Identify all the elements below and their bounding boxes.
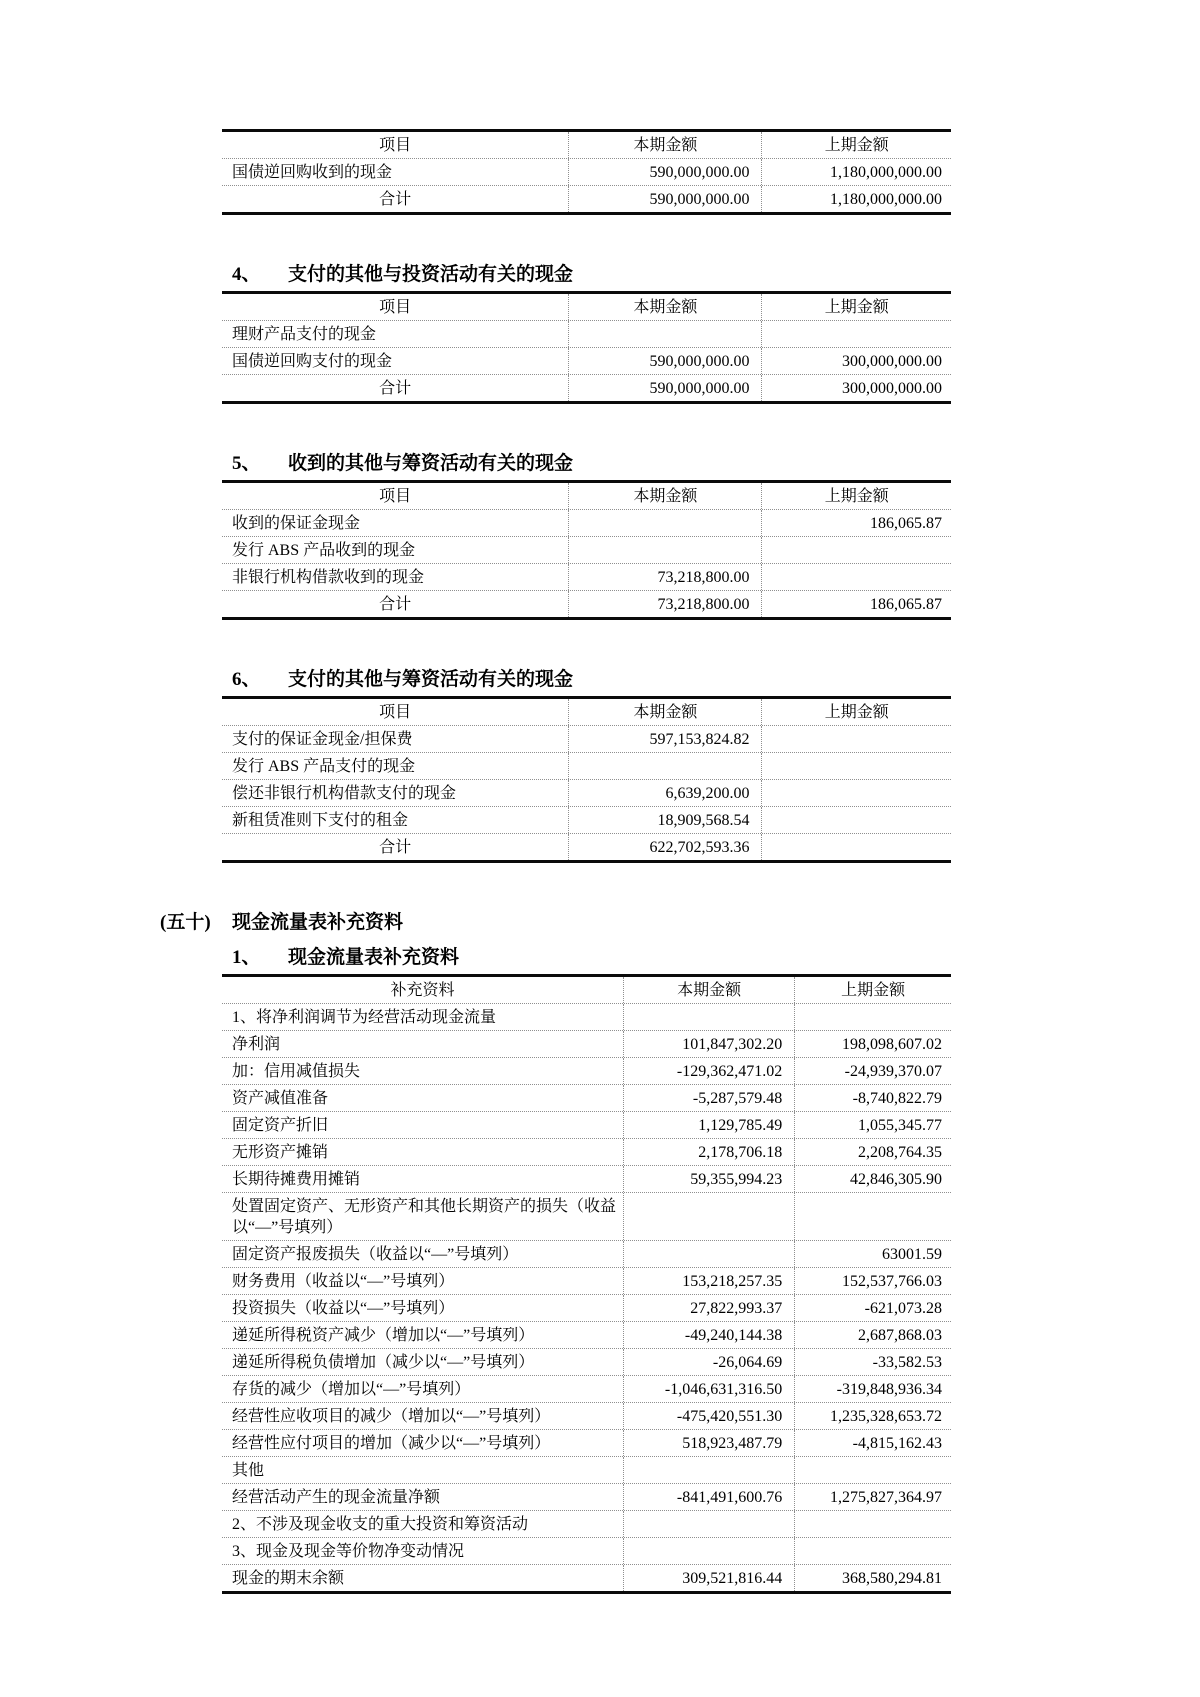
amount-current: -49,240,144.38 bbox=[623, 1322, 794, 1348]
amount-prior: 42,846,305.90 bbox=[794, 1166, 951, 1192]
amount-current: 590,000,000.00 bbox=[568, 159, 761, 185]
amount-prior: -24,939,370.07 bbox=[794, 1058, 951, 1084]
row-label: 新租赁准则下支付的租金 bbox=[232, 811, 409, 829]
amount-current: -841,491,600.76 bbox=[623, 1484, 794, 1510]
financial-table bbox=[222, 129, 951, 215]
heading-number: 1、 bbox=[232, 947, 261, 968]
table-header-row bbox=[222, 699, 951, 725]
amount-current: 73,218,800.00 bbox=[568, 591, 761, 617]
amount-prior bbox=[794, 1193, 951, 1240]
column-header: 项目 bbox=[379, 487, 412, 505]
row-label: 国债逆回购支付的现金 bbox=[232, 352, 393, 370]
amount-current: 518,923,487.79 bbox=[623, 1430, 794, 1456]
column-header: 本期金额 bbox=[568, 132, 761, 158]
amount-current: -1,046,631,316.50 bbox=[623, 1376, 794, 1402]
heading-number: 6、 bbox=[232, 669, 261, 690]
amount-current: 73,218,800.00 bbox=[568, 564, 761, 590]
amount-prior: 1,180,000,000.00 bbox=[761, 186, 951, 212]
amount-prior bbox=[794, 1511, 951, 1537]
row-label: 合计 bbox=[379, 595, 412, 613]
table-row bbox=[222, 1084, 951, 1111]
amount-current: 101,847,302.20 bbox=[623, 1031, 794, 1057]
amount-current bbox=[568, 537, 761, 563]
amount-prior bbox=[794, 1538, 951, 1564]
heading-text: 现金流量表补充资料 bbox=[232, 912, 404, 933]
table-row bbox=[222, 1057, 951, 1084]
row-label: 固定资产报废损失（收益以“—”号填列） bbox=[232, 1245, 519, 1263]
row-label: 合计 bbox=[379, 838, 412, 856]
amount-current: 6,639,200.00 bbox=[568, 780, 761, 806]
row-label: 长期待摊费用摊销 bbox=[232, 1170, 361, 1188]
amount-prior: 2,687,868.03 bbox=[794, 1322, 951, 1348]
amount-prior: 198,098,607.02 bbox=[794, 1031, 951, 1057]
column-header: 项目 bbox=[379, 136, 412, 154]
table-header-row bbox=[222, 132, 951, 158]
column-header: 项目 bbox=[379, 298, 412, 316]
table-row bbox=[222, 347, 951, 374]
amount-current: -129,362,471.02 bbox=[623, 1058, 794, 1084]
table-row bbox=[222, 752, 951, 779]
row-label: 经营性应付项目的增加（减少以“—”号填列） bbox=[232, 1434, 551, 1452]
table-row bbox=[222, 1192, 951, 1240]
row-label: 无形资产摊销 bbox=[232, 1143, 329, 1161]
row-label: 发行 ABS 产品收到的现金 bbox=[232, 541, 416, 559]
amount-current: 18,909,568.54 bbox=[568, 807, 761, 833]
column-header: 本期金额 bbox=[568, 483, 761, 509]
table-row bbox=[222, 158, 951, 185]
table-row bbox=[222, 1564, 951, 1591]
amount-prior: 186,065.87 bbox=[761, 510, 951, 536]
table-row bbox=[222, 536, 951, 563]
column-header: 上期金额 bbox=[761, 699, 951, 725]
row-label: 递延所得税资产减少（增加以“—”号填列） bbox=[232, 1326, 535, 1344]
amount-prior: -621,073.28 bbox=[794, 1295, 951, 1321]
row-label: 发行 ABS 产品支付的现金 bbox=[232, 757, 416, 775]
amount-current bbox=[623, 1193, 794, 1240]
amount-current bbox=[623, 1004, 794, 1030]
table-row bbox=[222, 1030, 951, 1057]
amount-current: 2,178,706.18 bbox=[623, 1139, 794, 1165]
amount-current: -475,420,551.30 bbox=[623, 1403, 794, 1429]
table-row bbox=[222, 590, 951, 617]
table-row bbox=[222, 725, 951, 752]
section-heading bbox=[232, 668, 1200, 691]
amount-current bbox=[623, 1241, 794, 1267]
column-header: 本期金额 bbox=[623, 977, 794, 1003]
row-label: 存货的减少（增加以“—”号填列） bbox=[232, 1380, 471, 1398]
row-label: 2、不涉及现金收支的重大投资和筹资活动 bbox=[232, 1515, 529, 1533]
amount-current: 153,218,257.35 bbox=[623, 1268, 794, 1294]
row-label: 合计 bbox=[379, 190, 412, 208]
amount-current: 27,822,993.37 bbox=[623, 1295, 794, 1321]
financial-table bbox=[222, 480, 951, 620]
row-label: 非银行机构借款收到的现金 bbox=[232, 568, 425, 586]
amount-current bbox=[623, 1457, 794, 1483]
table-row bbox=[222, 1537, 951, 1564]
amount-prior: 368,580,294.81 bbox=[794, 1565, 951, 1591]
heading-number: (五十) bbox=[160, 912, 211, 933]
table-row bbox=[222, 1456, 951, 1483]
amount-prior bbox=[794, 1457, 951, 1483]
amount-current bbox=[568, 321, 761, 347]
row-label: 财务费用（收益以“—”号填列） bbox=[232, 1272, 455, 1290]
amount-prior: 1,180,000,000.00 bbox=[761, 159, 951, 185]
table-row bbox=[222, 1429, 951, 1456]
financial-table bbox=[222, 974, 951, 1594]
row-label: 递延所得税负债增加（减少以“—”号填列） bbox=[232, 1353, 535, 1371]
amount-current bbox=[568, 753, 761, 779]
heading-text: 支付的其他与筹资活动有关的现金 bbox=[288, 669, 574, 690]
table-row bbox=[222, 1510, 951, 1537]
amount-prior bbox=[761, 537, 951, 563]
row-label: 偿还非银行机构借款支付的现金 bbox=[232, 784, 457, 802]
table-row bbox=[222, 1138, 951, 1165]
table-row bbox=[222, 509, 951, 536]
row-label: 国债逆回购收到的现金 bbox=[232, 163, 393, 181]
row-label: 投资损失（收益以“—”号填列） bbox=[232, 1299, 455, 1317]
row-label: 加：信用减值损失 bbox=[232, 1062, 361, 1080]
amount-current: -5,287,579.48 bbox=[623, 1085, 794, 1111]
column-header: 上期金额 bbox=[761, 132, 951, 158]
table-row bbox=[222, 1321, 951, 1348]
column-header: 上期金额 bbox=[794, 977, 951, 1003]
table-row bbox=[222, 1165, 951, 1192]
table-row bbox=[222, 779, 951, 806]
amount-prior bbox=[761, 321, 951, 347]
amount-prior: 2,208,764.35 bbox=[794, 1139, 951, 1165]
row-label: 3、现金及现金等价物净变动情况 bbox=[232, 1542, 465, 1560]
row-label: 收到的保证金现金 bbox=[232, 514, 361, 532]
table-header-row bbox=[222, 977, 951, 1003]
section-heading bbox=[160, 911, 1200, 934]
table-row bbox=[222, 1348, 951, 1375]
column-header: 本期金额 bbox=[568, 699, 761, 725]
row-label: 固定资产折旧 bbox=[232, 1116, 329, 1134]
row-label: 理财产品支付的现金 bbox=[232, 325, 377, 343]
table-row bbox=[222, 1483, 951, 1510]
row-label: 现金的期末余额 bbox=[232, 1569, 345, 1587]
amount-prior: -319,848,936.34 bbox=[794, 1376, 951, 1402]
amount-prior bbox=[761, 807, 951, 833]
section-heading bbox=[232, 452, 1200, 475]
row-label: 资产减值准备 bbox=[232, 1089, 329, 1107]
amount-prior bbox=[794, 1004, 951, 1030]
column-header: 补充资料 bbox=[390, 981, 455, 999]
table-row bbox=[222, 374, 951, 401]
table-row bbox=[222, 185, 951, 212]
table-header-row bbox=[222, 483, 951, 509]
table-row bbox=[222, 320, 951, 347]
table-row bbox=[222, 833, 951, 860]
table-row bbox=[222, 1003, 951, 1030]
heading-text: 现金流量表补充资料 bbox=[288, 947, 460, 968]
amount-prior: 63001.59 bbox=[794, 1241, 951, 1267]
row-label: 其他 bbox=[232, 1461, 265, 1479]
table-row bbox=[222, 806, 951, 833]
heading-number: 5、 bbox=[232, 453, 261, 474]
section-heading bbox=[232, 946, 1200, 969]
table-row bbox=[222, 1111, 951, 1138]
row-label: 1、将净利润调节为经营活动现金流量 bbox=[232, 1008, 497, 1026]
amount-current: 590,000,000.00 bbox=[568, 348, 761, 374]
amount-prior: -4,815,162.43 bbox=[794, 1430, 951, 1456]
table-row bbox=[222, 1240, 951, 1267]
amount-prior: 186,065.87 bbox=[761, 591, 951, 617]
amount-current: 309,521,816.44 bbox=[623, 1565, 794, 1591]
amount-prior: 1,055,345.77 bbox=[794, 1112, 951, 1138]
amount-current bbox=[623, 1511, 794, 1537]
amount-prior: 300,000,000.00 bbox=[761, 348, 951, 374]
column-header: 上期金额 bbox=[761, 294, 951, 320]
table-row bbox=[222, 1267, 951, 1294]
amount-current: 590,000,000.00 bbox=[568, 186, 761, 212]
amount-current bbox=[623, 1538, 794, 1564]
column-header: 上期金额 bbox=[761, 483, 951, 509]
table-row bbox=[222, 1402, 951, 1429]
column-header: 本期金额 bbox=[568, 294, 761, 320]
heading-number: 4、 bbox=[232, 264, 261, 285]
heading-text: 支付的其他与投资活动有关的现金 bbox=[288, 264, 574, 285]
amount-prior: 1,235,328,653.72 bbox=[794, 1403, 951, 1429]
amount-current bbox=[568, 510, 761, 536]
table-row bbox=[222, 563, 951, 590]
row-label: 经营活动产生的现金流量净额 bbox=[232, 1488, 441, 1506]
row-label: 经营性应收项目的减少（增加以“—”号填列） bbox=[232, 1407, 551, 1425]
heading-text: 收到的其他与筹资活动有关的现金 bbox=[288, 453, 574, 474]
financial-table bbox=[222, 291, 951, 404]
financial-table bbox=[222, 696, 951, 863]
section-heading bbox=[232, 263, 1200, 286]
amount-current: -26,064.69 bbox=[623, 1349, 794, 1375]
amount-prior: -8,740,822.79 bbox=[794, 1085, 951, 1111]
amount-current: 590,000,000.00 bbox=[568, 375, 761, 401]
amount-current: 59,355,994.23 bbox=[623, 1166, 794, 1192]
amount-prior bbox=[761, 564, 951, 590]
row-label: 净利润 bbox=[232, 1035, 281, 1053]
amount-current: 597,153,824.82 bbox=[568, 726, 761, 752]
table-row bbox=[222, 1375, 951, 1402]
amount-prior bbox=[761, 753, 951, 779]
amount-prior: 300,000,000.00 bbox=[761, 375, 951, 401]
column-header: 项目 bbox=[379, 703, 412, 721]
amount-prior: -33,582.53 bbox=[794, 1349, 951, 1375]
amount-current: 622,702,593.36 bbox=[568, 834, 761, 860]
amount-prior: 152,537,766.03 bbox=[794, 1268, 951, 1294]
row-label: 支付的保证金现金/担保费 bbox=[232, 730, 413, 748]
amount-prior bbox=[761, 780, 951, 806]
table-row bbox=[222, 1294, 951, 1321]
table-header-row bbox=[222, 294, 951, 320]
amount-prior: 1,275,827,364.97 bbox=[794, 1484, 951, 1510]
amount-current: 1,129,785.49 bbox=[623, 1112, 794, 1138]
row-label: 处置固定资产、无形资产和其他长期资产的损失（收益以“—”号填列） bbox=[232, 1197, 617, 1236]
amount-prior bbox=[761, 834, 951, 860]
row-label: 合计 bbox=[379, 379, 412, 397]
amount-prior bbox=[761, 726, 951, 752]
